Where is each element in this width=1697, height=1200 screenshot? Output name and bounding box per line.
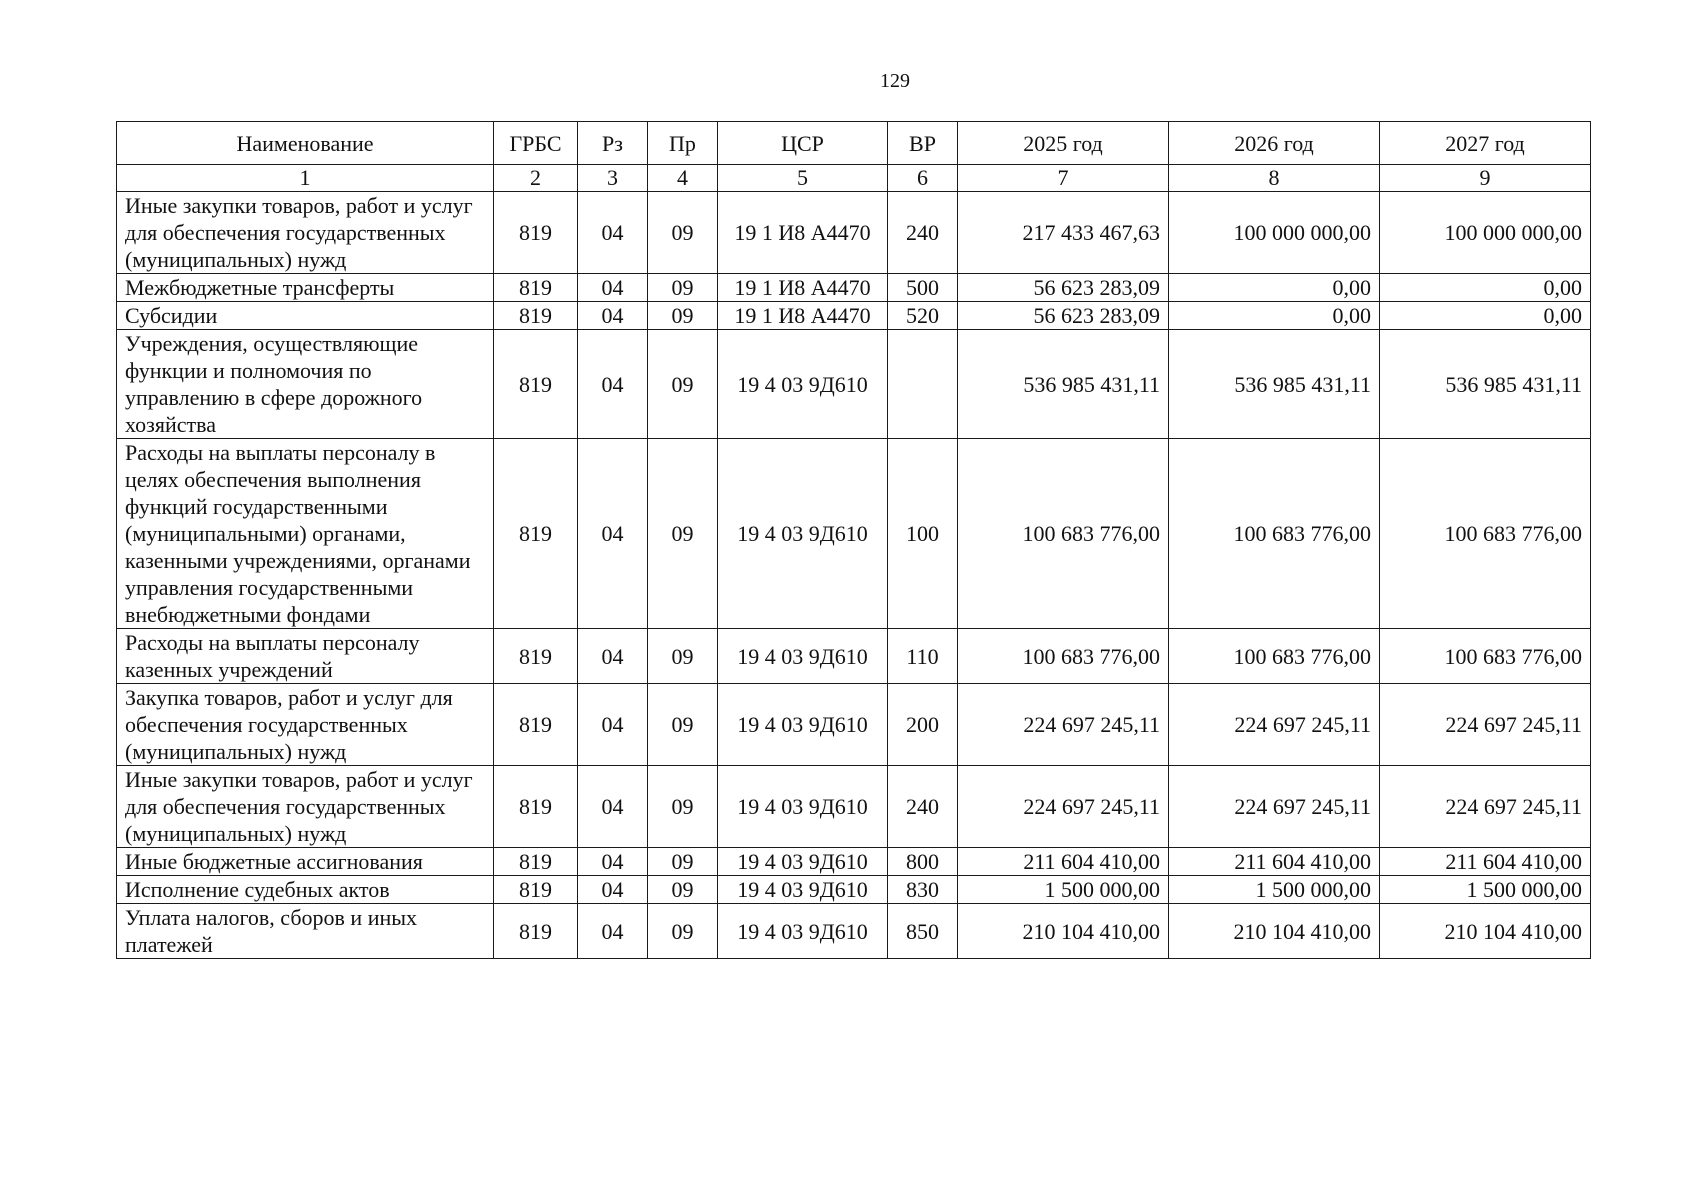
row-vr: 100 bbox=[888, 439, 958, 629]
column-header: ЦСР bbox=[718, 122, 888, 165]
row-amount-2026: 100 000 000,00 bbox=[1169, 192, 1380, 274]
row-rz: 04 bbox=[578, 876, 648, 904]
row-pr: 09 bbox=[648, 330, 718, 439]
column-number: 6 bbox=[888, 165, 958, 192]
row-rz: 04 bbox=[578, 274, 648, 302]
row-amount-2025: 56 623 283,09 bbox=[958, 302, 1169, 330]
row-amount-2026: 1 500 000,00 bbox=[1169, 876, 1380, 904]
row-grbs: 819 bbox=[494, 330, 578, 439]
row-rz: 04 bbox=[578, 302, 648, 330]
row-pr: 09 bbox=[648, 629, 718, 684]
row-amount-2027: 100 683 776,00 bbox=[1380, 439, 1591, 629]
row-pr: 09 bbox=[648, 684, 718, 766]
row-amount-2027: 0,00 bbox=[1380, 302, 1591, 330]
row-amount-2025: 1 500 000,00 bbox=[958, 876, 1169, 904]
row-rz: 04 bbox=[578, 330, 648, 439]
row-pr: 09 bbox=[648, 302, 718, 330]
row-csr: 19 4 03 9Д610 bbox=[718, 848, 888, 876]
row-name: Исполнение судебных актов bbox=[117, 876, 494, 904]
column-number: 2 bbox=[494, 165, 578, 192]
row-amount-2025: 224 697 245,11 bbox=[958, 766, 1169, 848]
row-grbs: 819 bbox=[494, 629, 578, 684]
column-number: 9 bbox=[1380, 165, 1591, 192]
row-vr: 200 bbox=[888, 684, 958, 766]
row-amount-2027: 224 697 245,11 bbox=[1380, 684, 1591, 766]
row-vr: 520 bbox=[888, 302, 958, 330]
row-amount-2025: 224 697 245,11 bbox=[958, 684, 1169, 766]
row-amount-2027: 0,00 bbox=[1380, 274, 1591, 302]
row-rz: 04 bbox=[578, 684, 648, 766]
table-row bbox=[117, 876, 1591, 904]
row-vr: 850 bbox=[888, 904, 958, 959]
row-rz: 04 bbox=[578, 192, 648, 274]
column-header: Наименование bbox=[117, 122, 494, 165]
row-rz: 04 bbox=[578, 766, 648, 848]
row-amount-2025: 100 683 776,00 bbox=[958, 629, 1169, 684]
table-row bbox=[117, 766, 1591, 848]
row-pr: 09 bbox=[648, 848, 718, 876]
row-amount-2026: 211 604 410,00 bbox=[1169, 848, 1380, 876]
row-grbs: 819 bbox=[494, 766, 578, 848]
row-rz: 04 bbox=[578, 439, 648, 629]
row-pr: 09 bbox=[648, 766, 718, 848]
row-amount-2025: 211 604 410,00 bbox=[958, 848, 1169, 876]
row-amount-2027: 224 697 245,11 bbox=[1380, 766, 1591, 848]
row-grbs: 819 bbox=[494, 302, 578, 330]
row-name: Межбюджетные трансферты bbox=[117, 274, 494, 302]
column-header: ГРБС bbox=[494, 122, 578, 165]
row-grbs: 819 bbox=[494, 684, 578, 766]
row-pr: 09 bbox=[648, 876, 718, 904]
column-number: 5 bbox=[718, 165, 888, 192]
column-number: 4 bbox=[648, 165, 718, 192]
row-name: Субсидии bbox=[117, 302, 494, 330]
column-header: 2026 год bbox=[1169, 122, 1380, 165]
row-csr: 19 4 03 9Д610 bbox=[718, 876, 888, 904]
row-rz: 04 bbox=[578, 629, 648, 684]
row-grbs: 819 bbox=[494, 904, 578, 959]
table-row bbox=[117, 684, 1591, 766]
row-csr: 19 4 03 9Д610 bbox=[718, 684, 888, 766]
row-amount-2027: 536 985 431,11 bbox=[1380, 330, 1591, 439]
row-vr: 240 bbox=[888, 766, 958, 848]
row-csr: 19 1 И8 А4470 bbox=[718, 192, 888, 274]
table-row bbox=[117, 439, 1591, 629]
row-amount-2025: 56 623 283,09 bbox=[958, 274, 1169, 302]
row-pr: 09 bbox=[648, 904, 718, 959]
row-grbs: 819 bbox=[494, 439, 578, 629]
row-amount-2025: 217 433 467,63 bbox=[958, 192, 1169, 274]
row-vr: 830 bbox=[888, 876, 958, 904]
header-row bbox=[117, 122, 1591, 165]
row-amount-2026: 100 683 776,00 bbox=[1169, 629, 1380, 684]
row-rz: 04 bbox=[578, 848, 648, 876]
row-amount-2025: 536 985 431,11 bbox=[958, 330, 1169, 439]
row-csr: 19 4 03 9Д610 bbox=[718, 439, 888, 629]
row-amount-2026: 0,00 bbox=[1169, 302, 1380, 330]
column-header: ВР bbox=[888, 122, 958, 165]
budget-table bbox=[116, 121, 1591, 959]
row-csr: 19 4 03 9Д610 bbox=[718, 766, 888, 848]
column-number: 8 bbox=[1169, 165, 1380, 192]
row-grbs: 819 bbox=[494, 274, 578, 302]
table-row bbox=[117, 274, 1591, 302]
row-amount-2026: 0,00 bbox=[1169, 274, 1380, 302]
row-name: Иные закупки товаров, работ и услуг для обеспечения государственных (муниципальных) нужд bbox=[117, 192, 494, 274]
row-name: Учреждения, осуществляющие функции и полномочия по управлению в сфере дорожного хозяйства bbox=[117, 330, 494, 439]
row-pr: 09 bbox=[648, 439, 718, 629]
row-csr: 19 4 03 9Д610 bbox=[718, 904, 888, 959]
page-number: 129 bbox=[880, 70, 910, 92]
row-amount-2027: 100 000 000,00 bbox=[1380, 192, 1591, 274]
table-row bbox=[117, 330, 1591, 439]
column-header: Рз bbox=[578, 122, 648, 165]
row-amount-2026: 536 985 431,11 bbox=[1169, 330, 1380, 439]
row-amount-2026: 224 697 245,11 bbox=[1169, 684, 1380, 766]
row-vr bbox=[888, 330, 958, 439]
column-number: 3 bbox=[578, 165, 648, 192]
column-number: 1 bbox=[117, 165, 494, 192]
column-number: 7 bbox=[958, 165, 1169, 192]
row-pr: 09 bbox=[648, 192, 718, 274]
row-amount-2026: 224 697 245,11 bbox=[1169, 766, 1380, 848]
row-name: Расходы на выплаты персоналу казенных учреждений bbox=[117, 629, 494, 684]
table-row bbox=[117, 848, 1591, 876]
row-amount-2026: 210 104 410,00 bbox=[1169, 904, 1380, 959]
row-grbs: 819 bbox=[494, 876, 578, 904]
row-name: Расходы на выплаты персоналу в целях обеспечения выполнения функций государственными (муниципальными) органами, казенными учреждениями, органами управления государственными внебюджетными фондами bbox=[117, 439, 494, 629]
row-grbs: 819 bbox=[494, 848, 578, 876]
row-csr: 19 4 03 9Д610 bbox=[718, 629, 888, 684]
table-row bbox=[117, 192, 1591, 274]
table-row bbox=[117, 904, 1591, 959]
row-amount-2025: 210 104 410,00 bbox=[958, 904, 1169, 959]
row-vr: 500 bbox=[888, 274, 958, 302]
row-amount-2025: 100 683 776,00 bbox=[958, 439, 1169, 629]
column-header: 2025 год bbox=[958, 122, 1169, 165]
row-vr: 240 bbox=[888, 192, 958, 274]
row-amount-2027: 211 604 410,00 bbox=[1380, 848, 1591, 876]
column-header: Пр bbox=[648, 122, 718, 165]
row-name: Иные закупки товаров, работ и услуг для обеспечения государственных (муниципальных) нужд bbox=[117, 766, 494, 848]
row-name: Закупка товаров, работ и услуг для обеспечения государственных (муниципальных) нужд bbox=[117, 684, 494, 766]
row-csr: 19 1 И8 А4470 bbox=[718, 274, 888, 302]
row-pr: 09 bbox=[648, 274, 718, 302]
row-name: Иные бюджетные ассигнования bbox=[117, 848, 494, 876]
row-grbs: 819 bbox=[494, 192, 578, 274]
column-number-row bbox=[117, 165, 1591, 192]
column-header: 2027 год bbox=[1380, 122, 1591, 165]
row-rz: 04 bbox=[578, 904, 648, 959]
row-vr: 110 bbox=[888, 629, 958, 684]
row-amount-2026: 100 683 776,00 bbox=[1169, 439, 1380, 629]
table-row bbox=[117, 302, 1591, 330]
row-amount-2027: 1 500 000,00 bbox=[1380, 876, 1591, 904]
row-csr: 19 1 И8 А4470 bbox=[718, 302, 888, 330]
row-name: Уплата налогов, сборов и иных платежей bbox=[117, 904, 494, 959]
row-csr: 19 4 03 9Д610 bbox=[718, 330, 888, 439]
row-vr: 800 bbox=[888, 848, 958, 876]
row-amount-2027: 100 683 776,00 bbox=[1380, 629, 1591, 684]
table-row bbox=[117, 629, 1591, 684]
row-amount-2027: 210 104 410,00 bbox=[1380, 904, 1591, 959]
